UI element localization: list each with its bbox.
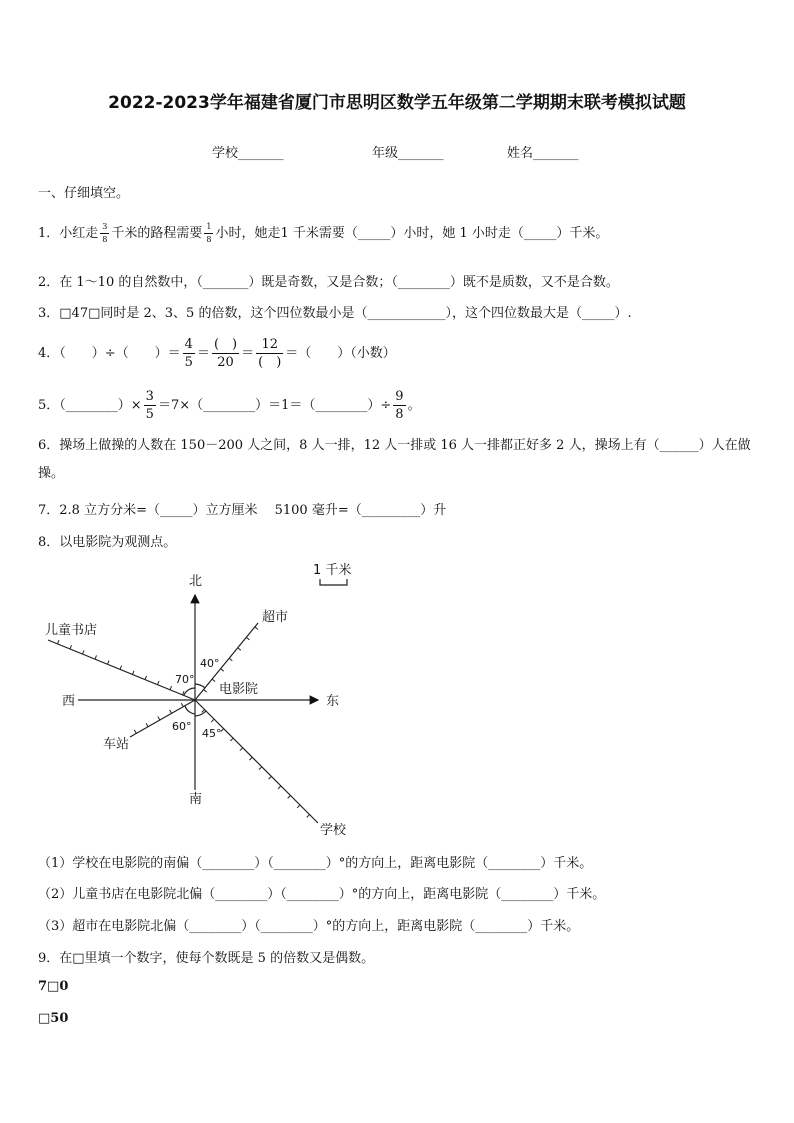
bookstore-tick	[158, 681, 160, 685]
fraction-4-5: $\frac{4}{5}$	[184, 337, 193, 370]
school-tick	[269, 776, 272, 779]
scale-bar	[320, 579, 347, 585]
supermarket-tick	[255, 627, 258, 630]
north-label: 北	[189, 574, 203, 589]
bookstore-tick	[120, 666, 122, 670]
grade-field[interactable]: 年级_______	[372, 146, 444, 161]
angle-arc-70	[184, 688, 195, 695]
question-1: 1．小红走 $\frac{3}{8}$ 千米的路程需要 $\frac{1}{8}$ 小时，她走1 千米需要（_____）小时，她 1 小时走（_____）千米。	[38, 222, 609, 244]
bookstore-tick	[145, 676, 147, 680]
fraction-3-5: $\frac{3}{5}$	[145, 389, 154, 422]
cinema-label: 电影院	[219, 682, 259, 697]
angle-70-label: 70°	[175, 673, 195, 686]
section-heading: 一、仔细填空。	[38, 186, 130, 201]
supermarket-tick	[212, 679, 215, 682]
scale-label: 1 千米	[313, 563, 352, 578]
question-8-3: （3）超市在电影院北偏（________）（________）°的方向上，距离电影院（________）千米。	[38, 919, 580, 934]
question-9: 9．在□里填一个数字，使每个数既是 5 的倍数又是偶数。	[38, 951, 375, 966]
question-4: 4．（ ）÷（ ）＝ $\frac{4}{5}$ ＝ $\frac{( )}{20}$ ＝ $\frac{12}{( )}$ ＝（ ）（小数）	[38, 337, 396, 370]
question-8-2: （2）儿童书店在电影院北偏（________）（________）°的方向上，距离电影院（________）千米。	[38, 887, 606, 902]
bookstore-tick	[70, 645, 72, 649]
page-title: 2022-2023学年福建省厦门市思明区数学五年级第二学期期末联考模拟试题	[108, 93, 686, 113]
station-tick	[181, 703, 183, 706]
question-9-item-a[interactable]: 7□0	[38, 979, 69, 994]
angle-40-label: 40°	[200, 657, 220, 670]
bookstore-label: 儿童书店	[45, 623, 98, 638]
question-9-item-b[interactable]: □50	[38, 1011, 69, 1026]
fraction-12-blank: $\frac{12}{( )}$	[258, 337, 282, 370]
fraction-1-8: $\frac{1}{8}$	[206, 222, 212, 244]
bookstore-tick	[133, 671, 135, 675]
school-tick	[230, 738, 233, 741]
angle-45-label: 45°	[202, 727, 222, 740]
question-8: 8．以电影院为观测点。	[38, 535, 177, 550]
bookstore-tick	[95, 655, 97, 659]
bookstore-tick	[108, 661, 110, 665]
question-3: 3．□47□同时是 2、3、5 的倍数，这个四位数最小是（____________），这个四位数最大是（_____）.	[38, 306, 632, 321]
fraction-9-8: $\frac{9}{8}$	[395, 389, 404, 422]
fraction-3-8: $\frac{3}{8}$	[102, 222, 108, 244]
question-5: 5．（________）× $\frac{3}{5}$ ＝7×（________）＝1＝（________）÷ $\frac{9}{8}$ 。	[38, 389, 421, 422]
name-field[interactable]: 姓名_______	[507, 146, 579, 161]
supermarket-tick	[238, 648, 241, 651]
school-tick	[278, 786, 281, 789]
angle-60-label: 60°	[172, 720, 192, 733]
school-tick	[307, 815, 310, 818]
supermarket-tick	[246, 637, 249, 640]
question-8-1: （1）学校在电影院的南偏（________）（________）°的方向上，距离电影院（________）千米。	[38, 856, 593, 871]
angle-arc-45	[195, 711, 206, 716]
supermarket-tick	[204, 690, 207, 693]
angle-arc-60	[185, 706, 195, 714]
school-tick	[288, 795, 291, 798]
supermarket-tick	[229, 658, 232, 661]
question-7: 7．2.8 立方分米=（_____）立方厘米 5100 毫升=（_________）升	[38, 503, 447, 518]
school-label: 学校	[320, 823, 347, 838]
school-tick	[240, 748, 243, 751]
bookstore-ray	[48, 640, 195, 700]
school-tick	[259, 767, 262, 770]
bookstore-tick	[83, 650, 85, 654]
bookstore-tick	[58, 640, 60, 644]
station-tick	[158, 717, 160, 720]
west-label: 西	[62, 694, 76, 709]
supermarket-label: 超市	[262, 610, 289, 625]
school-tick	[211, 719, 214, 722]
station-tick	[146, 723, 148, 726]
east-label: 东	[326, 694, 340, 709]
school-field[interactable]: 学校_______	[212, 146, 284, 161]
angle-arc-40	[195, 684, 205, 688]
school-ray	[195, 700, 318, 823]
bookstore-tick	[170, 686, 172, 690]
school-tick	[249, 757, 252, 760]
station-tick	[134, 730, 136, 733]
station-tick	[170, 710, 172, 713]
south-label: 南	[189, 792, 203, 807]
school-tick	[297, 805, 300, 808]
question-2: 2．在 1～10 的自然数中，（_______）既是奇数，又是合数；（________）既不是质数，又不是合数。	[38, 275, 619, 290]
fraction-blank-20: $\frac{( )}{20}$	[213, 337, 238, 370]
question-6: 6．操场上做操的人数在 150－200 人之间，8 人一排，12 人一排或 16 人一排都正好多 2 人，操场上有（______）人在做操。	[38, 438, 751, 481]
station-label: 车站	[103, 737, 130, 752]
supermarket-tick	[221, 669, 224, 672]
